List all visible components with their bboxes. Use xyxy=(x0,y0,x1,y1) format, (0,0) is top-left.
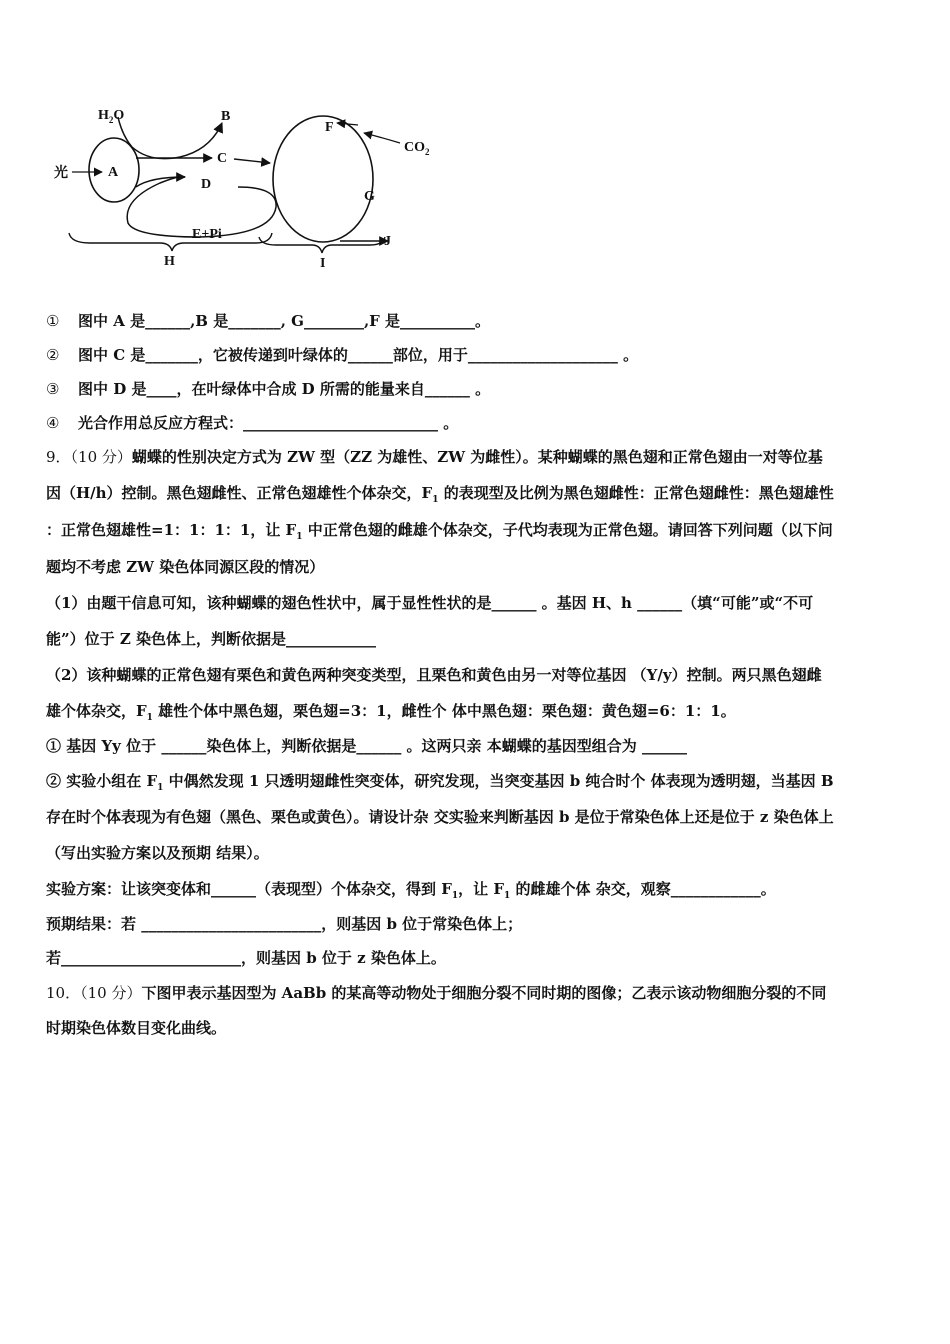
q9-stem-line-3 xyxy=(46,519,916,541)
q9-part2-line-1 xyxy=(46,664,916,686)
q9-part1-line-1 xyxy=(46,592,916,614)
q9-part2-q2-1a: ② 实验小组在 F xyxy=(46,772,158,790)
q9-part2-q1 xyxy=(46,735,916,757)
diagram-label-co2: $CO_2$ xyxy=(404,140,430,157)
q9-score: （10 分） xyxy=(70,448,132,466)
q9-stem-line-1 xyxy=(46,446,916,468)
q9-part2-q2-line-3 xyxy=(46,842,916,864)
f1-subscript: 1 xyxy=(146,713,153,723)
q8-text-1: 图中 A 是______,B 是_______, G________,F 是__________。 xyxy=(78,312,491,330)
q9-plan-line xyxy=(46,878,916,900)
cycle-ellipse xyxy=(273,116,373,242)
q9-stem-line-4 xyxy=(46,556,916,578)
q9-part2-2b: 雄性个体中黑色翅，栗色翅=3：1，雌性个 体中黑色翅：栗色翅：黄色翅=6：1：1。 xyxy=(158,702,736,720)
q8-item-1 xyxy=(46,310,916,332)
q9-part2-2a: 雄个体杂交，F xyxy=(46,702,147,720)
q8-item-4 xyxy=(46,412,916,434)
q10-stem-line-2 xyxy=(46,1017,916,1039)
f1-subscript: 1 xyxy=(451,891,459,901)
f1-subscript: 1 xyxy=(432,495,439,505)
q9-part2-q2-line-1 xyxy=(46,770,916,792)
q9-part2-q1-text: ① 基因 Yy 位于 ______染色体上，判断依据是______ 。这两只亲 本蝴蝶的基因型组合为 ______ xyxy=(46,737,687,755)
f1-subscript: 1 xyxy=(504,891,511,901)
diagram-label-d: D xyxy=(201,177,212,192)
q9-expect-1: 预期结果：若 ________________________，则基因 b 位于常染色体上； xyxy=(46,915,523,933)
q8-mark-1: ① xyxy=(46,312,60,330)
q9-part2-q2-line-2 xyxy=(46,806,916,828)
q9-stem-2b: 的表现型及比例为黑色翅雌性：正常色翅雌性：黑色翅雄性 xyxy=(443,484,834,502)
q9-expect-2: 若________________________，则基因 b 位于 z 染色体上。 xyxy=(46,949,446,967)
photosynthesis-diagram xyxy=(40,95,460,275)
brace-i xyxy=(259,237,385,253)
q9-stem-3b: 中正常色翅的雌雄个体杂交，子代均表现为正常色翅。请回答下列问题（以下问 xyxy=(307,521,833,539)
diagram-label-b: B xyxy=(221,109,231,124)
arrow-co2 xyxy=(364,133,400,143)
q10-score: （10 分） xyxy=(80,984,142,1002)
q8-mark-4: ④ xyxy=(46,414,60,432)
q8-text-2: 图中 C 是_______，它被传递到叶绿体的______部位，用于____________________ 。 xyxy=(78,346,639,364)
q10-number: 10． xyxy=(46,984,81,1002)
q8-mark-3: ③ xyxy=(46,380,60,398)
q10-stem-2: 时期染色体数目变化曲线。 xyxy=(46,1019,227,1037)
q9-expect-line-2 xyxy=(46,947,916,969)
q9-part2-line-2 xyxy=(46,700,916,722)
diagram-label-j: J xyxy=(384,234,391,249)
q8-mark-2: ② xyxy=(46,346,60,364)
q9-part2-1: （2）该种蝴蝶的正常色翅有栗色和黄色两种突变类型，且栗色和黄色由另一对等位基因 （Y/y）控制。两只黑色翅雌 xyxy=(46,666,822,684)
arrow-c-to-cycle xyxy=(234,159,270,163)
diagram-label-h2o: $H_2O$ xyxy=(98,108,125,125)
q9-stem-1: 蝴蝶的性别决定方式为 ZW 型（ZZ 为雄性、ZW 为雌性）。某种蝴蝶的黑色翅和正常色翅由一对等位基 xyxy=(131,448,823,466)
q8-item-2 xyxy=(46,344,916,366)
q9-part1-1: （1）由题干信息可知，该种蝴蝶的翅色性状中，属于显性性状的是______ 。基因 H、h ______（填“可能”或“不可 xyxy=(46,594,814,612)
q9-plan-c: 的雌雄个体 杂交，观察____________。 xyxy=(515,880,776,898)
q9-part2-q2-3: （写出实验方案以及预期 结果）。 xyxy=(46,844,269,862)
arrow-to-b xyxy=(118,117,222,159)
q9-expect-line-1 xyxy=(46,913,916,935)
q8-text-4: 光合作用总反应方程式：__________________________ 。 xyxy=(78,414,459,432)
q9-stem-4: 题均不考虑 ZW 染色体同源区段的情况） xyxy=(46,558,325,576)
diagram-label-e-pi: E+Pi xyxy=(192,227,222,242)
q8-text-3: 图中 D 是____，在叶绿体中合成 D 所需的能量来自______ 。 xyxy=(78,380,491,398)
f1-subscript: 1 xyxy=(296,532,303,542)
diagram-label-g: G xyxy=(364,189,375,204)
q9-part2-q2-1b: 中偶然发现 1 只透明翅雌性突变体，研究发现，当突变基因 b 纯合时个 体表现为透明翅，当基因 B xyxy=(168,772,834,790)
q9-number: 9． xyxy=(46,448,71,466)
diagram-label-c: C xyxy=(217,151,228,166)
q9-part2-q2-2: 存在时个体表现为有色翅（黑色、栗色或黄色）。请设计杂 交实验来判断基因 b 是位于常染色体上还是位于 z 染色体上 xyxy=(46,808,834,826)
q10-stem-line-1 xyxy=(46,982,916,1004)
diagram-label-a: A xyxy=(108,165,119,180)
diagram-label-light: 光 xyxy=(54,166,68,181)
q9-stem-2a: 因（H/h）控制。黑色翅雌性、正常色翅雄性个体杂交，F xyxy=(46,484,433,502)
f1-subscript: 1 xyxy=(157,783,164,793)
diagram-label-i: I xyxy=(320,256,326,271)
q9-part1-2: 能”）位于 Z 染色体上，判断依据是____________ xyxy=(46,630,377,648)
q9-plan-b: ，让 F xyxy=(458,880,505,898)
diagram-label-h: H xyxy=(164,254,175,269)
q9-stem-line-2 xyxy=(46,482,916,504)
q9-part1-line-2 xyxy=(46,628,916,650)
q9-stem-3a: ：正常色翅雄性=1：1：1：1，让 F xyxy=(46,521,297,539)
q10-stem-1: 下图甲表示基因型为 AaBb 的某高等动物处于细胞分裂不同时期的图像；乙表示该动物细胞分裂的不同 xyxy=(141,984,827,1002)
q9-plan-a: 实验方案：让该突变体和______（表现型）个体杂交，得到 F xyxy=(46,880,452,898)
diagram-label-f: F xyxy=(325,120,334,135)
q8-item-3 xyxy=(46,378,916,400)
